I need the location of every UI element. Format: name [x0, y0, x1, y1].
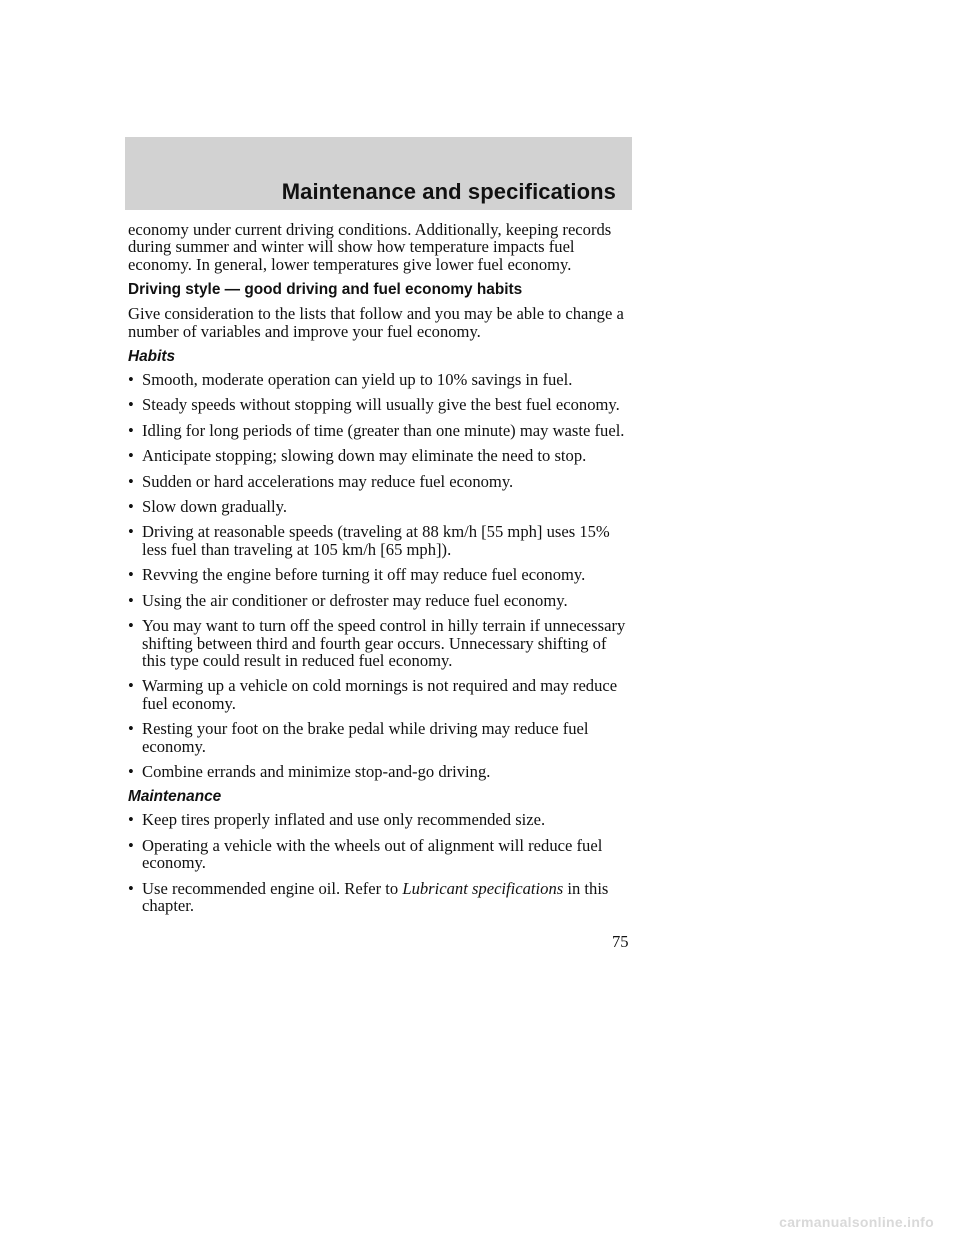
list-item — [128, 523, 633, 558]
list-item-text: Warming up a vehicle on cold mornings is not required and may reduce fuel economy. — [142, 676, 618, 713]
bullet-icon: • — [128, 590, 134, 610]
list-item — [128, 592, 633, 609]
list-item — [128, 880, 633, 915]
list-item — [128, 422, 633, 439]
bullet-icon: • — [128, 676, 134, 696]
bullet-icon: • — [128, 370, 134, 390]
bullet-icon: • — [128, 565, 134, 585]
list-item-text: Driving at reasonable speeds (traveling at 88 km/h [55 mph] uses 15% less fuel than traveling at 105 km/h [65 mph]). — [142, 522, 610, 559]
intro-paragraph: economy under current driving conditions. Additionally, keeping records during summer and winter will show how temperature impacts fuel economy. In general, lower temperatures give lower fuel economy. — [128, 220, 612, 274]
maintenance-heading: Maintenance — [128, 788, 222, 806]
bullet-icon: • — [128, 616, 134, 636]
list-item — [128, 566, 633, 583]
list-item-text: Using the air conditioner or defroster may reduce fuel economy. — [142, 590, 568, 610]
list-item-text: Smooth, moderate operation can yield up to 10% savings in fuel. — [142, 370, 573, 390]
list-item-text: Sudden or hard accelerations may reduce fuel economy. — [142, 471, 514, 491]
list-item-text: You may want to turn off the speed control in hilly terrain if unnecessary shifting between third and fourth gear occurs. Unnecessary shifting of this type could result in reduced fuel economy. — [142, 616, 626, 670]
list-item-text: Revving the engine before turning it off may reduce fuel economy. — [142, 565, 586, 585]
list-item — [128, 763, 633, 780]
header-band — [125, 137, 632, 210]
habits-heading: Habits — [128, 348, 176, 366]
maintenance-list — [128, 811, 633, 914]
list-item-text: Keep tires properly inflated and use only recommended size. — [142, 810, 546, 830]
bullet-icon: • — [128, 835, 134, 855]
list-item — [128, 498, 633, 515]
bullet-icon: • — [128, 395, 134, 415]
bullet-icon: • — [128, 719, 134, 739]
list-item-text: Combine errands and minimize stop-and-go driving. — [142, 761, 491, 781]
list-item-text: Anticipate stopping; slowing down may eliminate the need to stop. — [142, 446, 587, 466]
list-item — [128, 371, 633, 388]
list-item-text: Use recommended engine oil. Refer to — [142, 878, 403, 898]
list-item-text: Steady speeds without stopping will usually give the best fuel economy. — [142, 395, 620, 415]
bullet-icon: • — [128, 420, 134, 440]
list-item — [128, 837, 633, 872]
section-paragraph: Give consideration to the lists that follow and you may be able to change a number of variables and improve your fuel economy. — [128, 304, 624, 341]
list-item — [128, 720, 633, 755]
bullet-icon: • — [128, 497, 134, 517]
list-item-text: Slow down gradually. — [142, 497, 288, 517]
bullet-icon: • — [128, 878, 134, 898]
list-item — [128, 447, 633, 464]
list-item-text: Operating a vehicle with the wheels out of alignment will reduce fuel economy. — [142, 835, 603, 873]
habits-list — [128, 371, 633, 780]
page-number: 75 — [612, 932, 629, 951]
list-item — [128, 811, 633, 828]
list-item — [128, 473, 633, 490]
page-title: Maintenance and specifications — [281, 179, 616, 204]
watermark: carmanualsonline.info — [779, 1214, 934, 1230]
list-item-text: Resting your foot on the brake pedal while driving may reduce fuel economy. — [142, 719, 589, 756]
list-item — [128, 677, 633, 712]
bullet-icon: • — [128, 810, 134, 830]
bullet-icon: • — [128, 471, 134, 491]
bullet-icon: • — [128, 761, 134, 781]
list-item — [128, 396, 633, 413]
list-item — [128, 617, 633, 669]
list-item-text-tail: in this chapter. — [142, 878, 609, 915]
lubricant-specifications-reference[interactable]: Lubricant specifications — [402, 878, 564, 898]
page-content — [128, 221, 633, 922]
list-item-text: Idling for long periods of time (greater than one minute) may waste fuel. — [142, 420, 625, 440]
bullet-icon: • — [128, 522, 134, 542]
bullet-icon: • — [128, 446, 134, 466]
section-heading: Driving style — good driving and fuel economy habits — [128, 281, 523, 299]
